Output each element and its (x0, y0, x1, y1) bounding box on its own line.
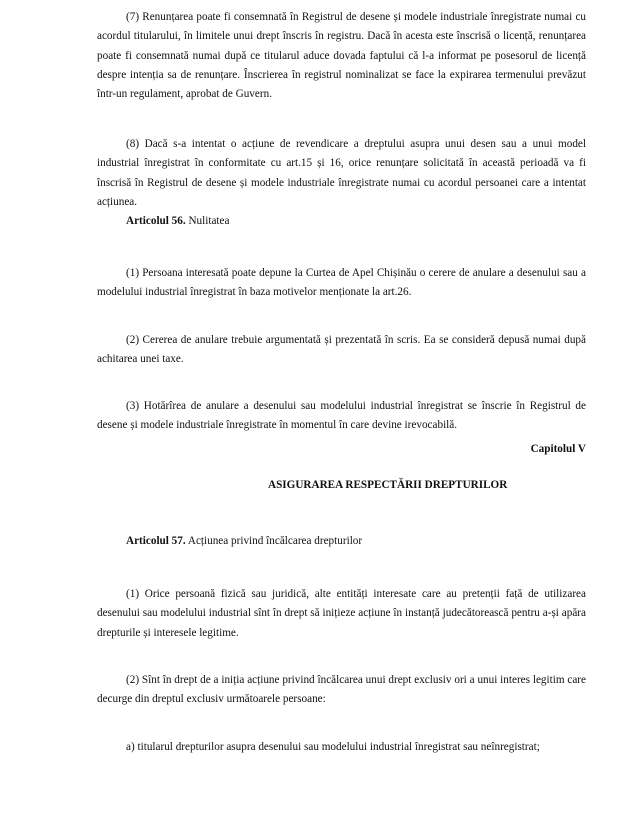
chapter-title: ASIGURAREA RESPECTĂRII DREPTURILOR (268, 479, 508, 491)
article-56-title: Nulitatea (188, 215, 230, 227)
paragraph-56-1: (1) Persoana interesată poate depune la Curtea de Apel Chișinău o cerere de anulare a desenului sau a modelului industrial înregistrat în baza motivelor menționate la art.26. (97, 267, 586, 299)
paragraph-57-2: (2) Sînt în drept de a iniția acțiune privind încălcarea unui drept exclusiv ori a unui interes legitim care decurge din dreptul exclusiv următoarele persoane: (97, 674, 586, 706)
paragraph-56-3: (3) Hotărîrea de anulare a desenului sau modelului industrial înregistrat se înscrie în Registrul de desene și modele industriale înregistrate în momentul în care devine irevocabilă. (97, 400, 586, 432)
article-57-label: Articolul 57. (126, 535, 186, 547)
paragraph-57-1: (1) Orice persoană fizică sau juridică, alte entități interesate care au pretenții față de utilizarea desenului sau modelului industrial sînt în drept să inițieze acțiune în instanță judecătorească pentru a-și apăra drepturile și interesele legitime. (97, 588, 586, 639)
article-57-title: Acțiunea privind încălcarea drepturilor (187, 535, 363, 547)
paragraph-56-2: (2) Cererea de anulare trebuie argumentată și prezentată în scris. Ea se consideră depusă numai după achitarea unei taxe. (97, 334, 586, 366)
article-56-label: Articolul 56. (126, 215, 186, 227)
chapter-label: Capitolul V (530, 443, 586, 455)
article-56-heading (126, 212, 229, 231)
paragraph-55-8: (8) Dacă s-a intentat o acțiune de revendicare a dreptului asupra unui desen sau a unui model industrial înregistrat în conformitate cu art.15 și 16, orice renunțare solicitată în această perioadă va fi înscrisă în Registrul de desene și modele industriale înregistrate numai cu acordul persoanei care a intentat acțiunea. (97, 138, 586, 208)
article-57-heading (126, 532, 362, 551)
paragraph-57-2-a: a) titularul drepturilor asupra desenului sau modelului industrial înregistrat sau neînregistrat; (126, 741, 540, 753)
paragraph-55-7: (7) Renunțarea poate fi consemnată în Registrul de desene și modele industriale înregistrate numai cu acordul titularului, în limitele unui drept înscris în registru. Dacă în acesta este înscrisă o licență, renunțarea poate fi consemnată numai după ce titularul aduce dovada faptului că l-a informat pe posesorul de licență despre intenția sa de renunțare. Înscrierea în registrul nominalizat se face la expirarea termenului prevăzut într-un regulament, aprobat de Guvern. (97, 11, 586, 101)
